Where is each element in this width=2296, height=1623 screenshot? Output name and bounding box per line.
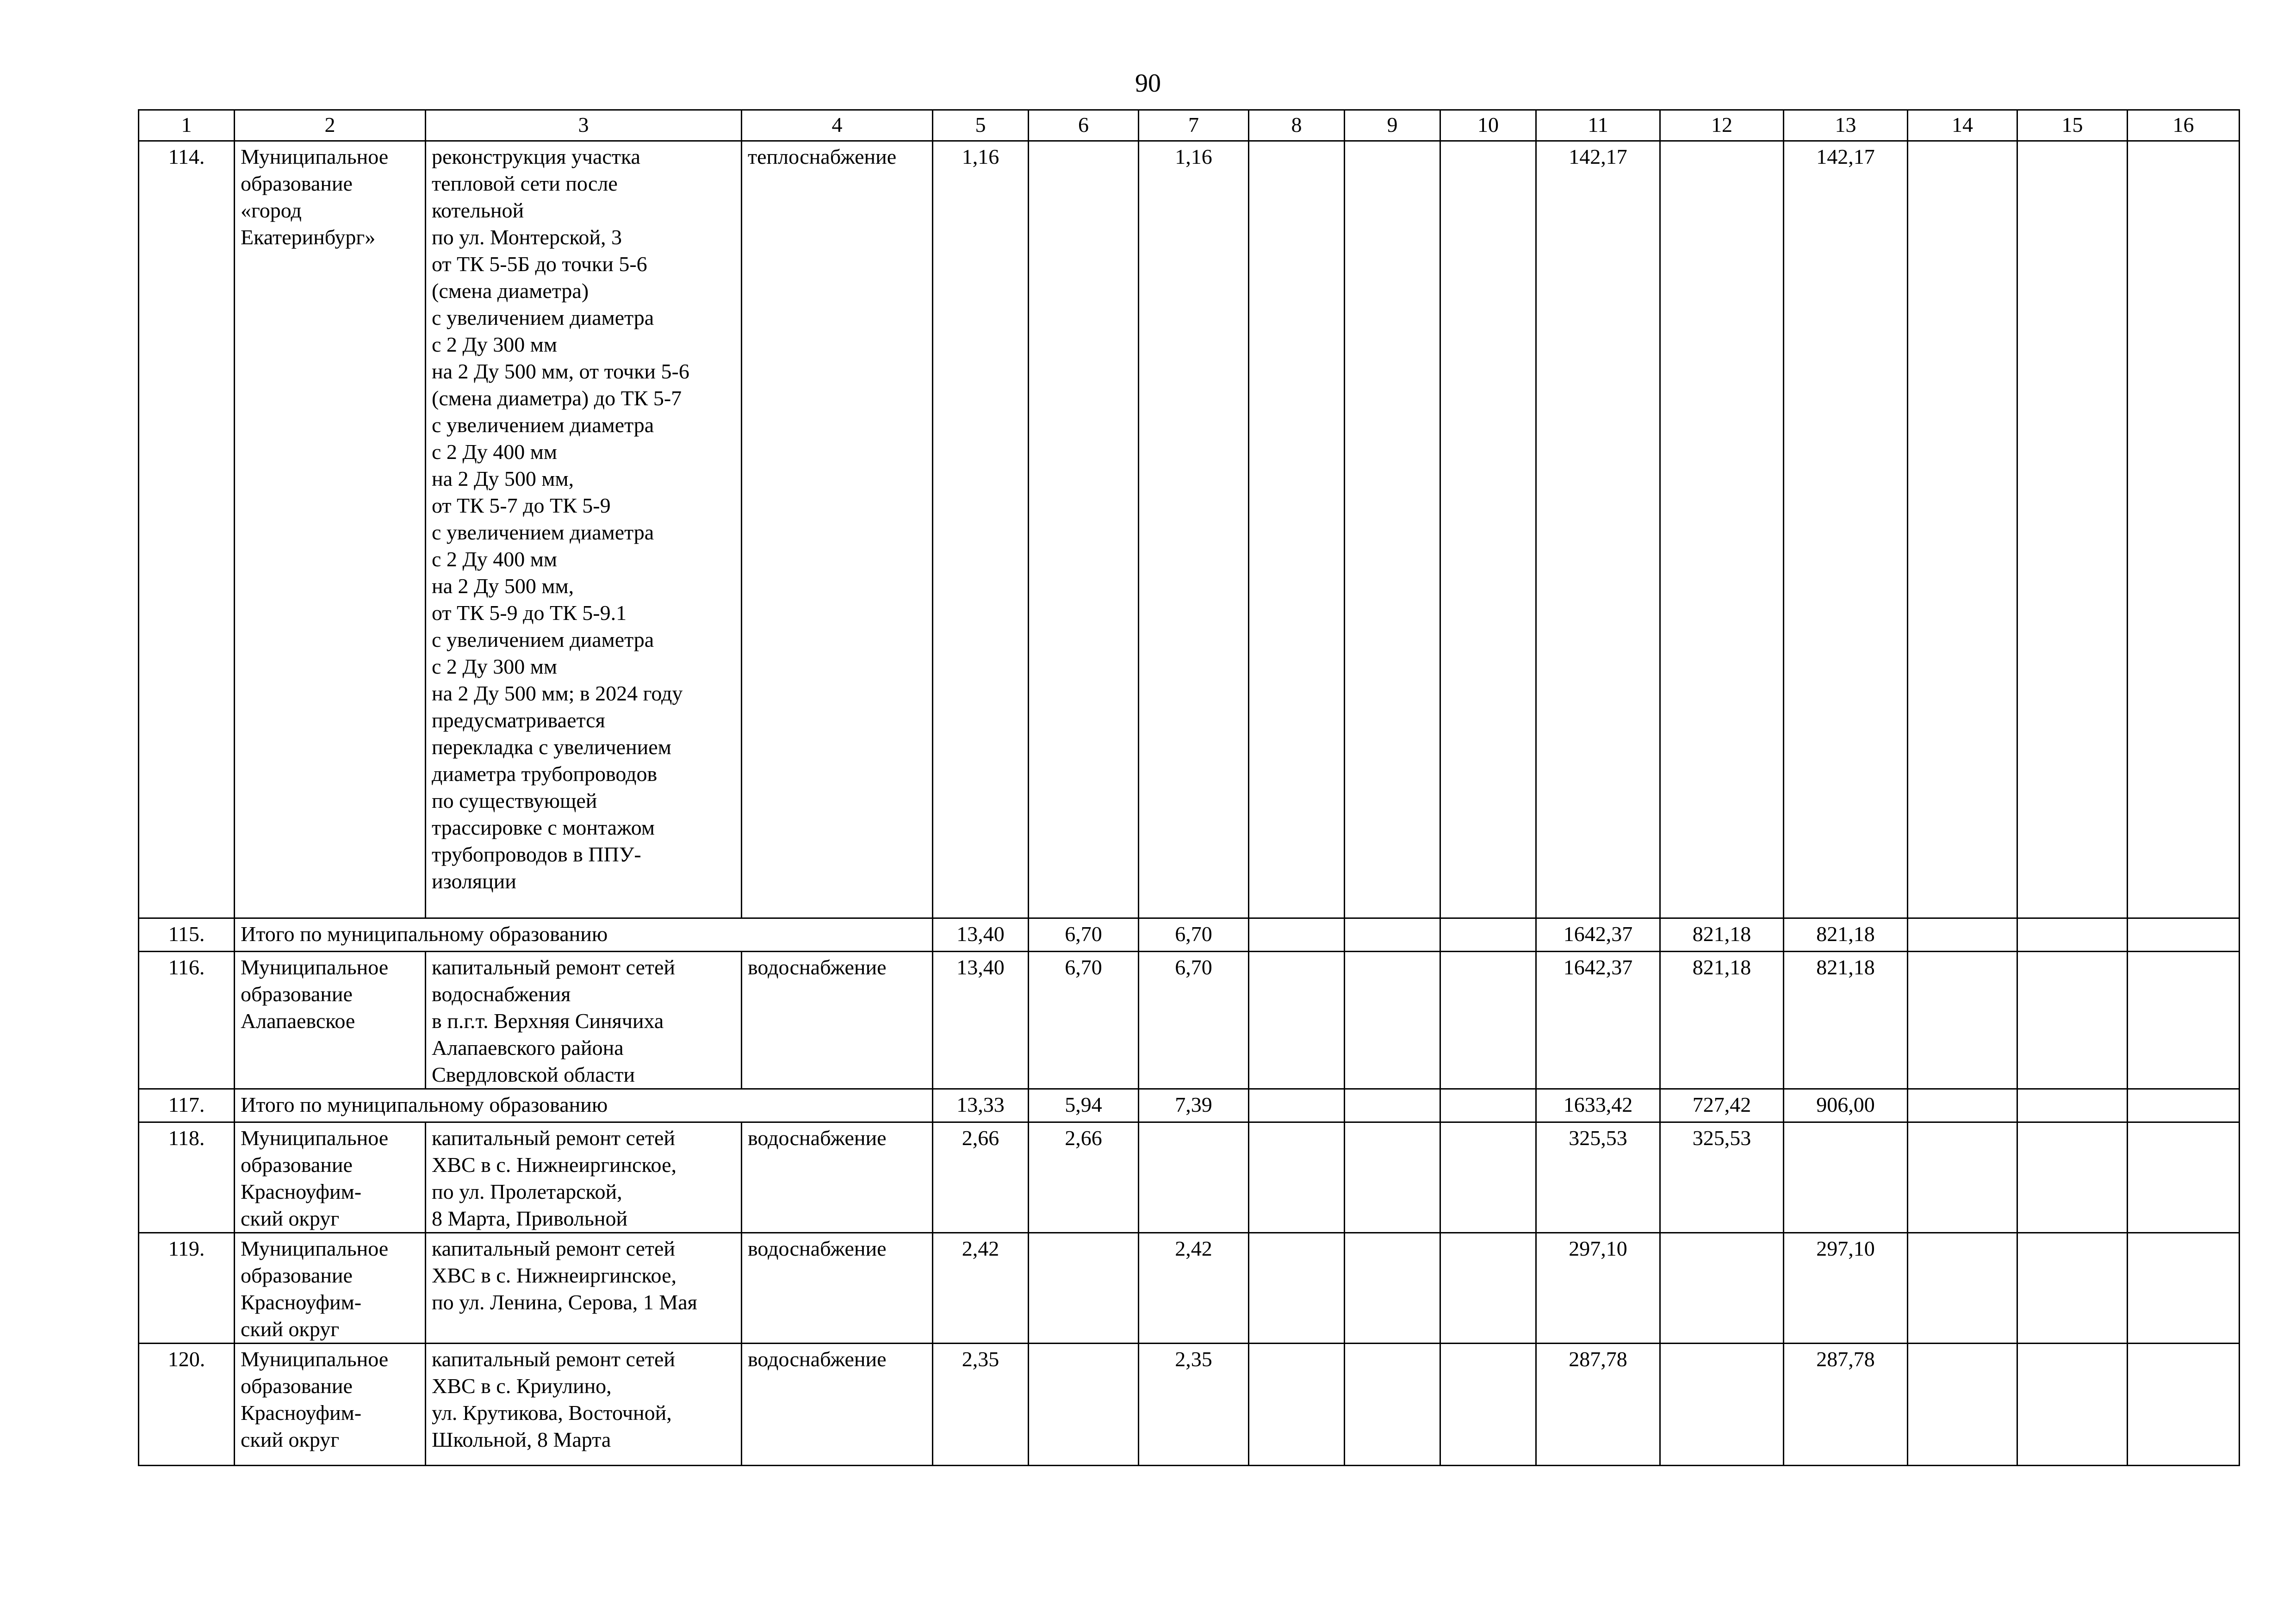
row-number: 118. <box>139 1122 235 1233</box>
value-cell <box>1345 141 1440 918</box>
value-cell: 821,18 <box>1784 952 1908 1089</box>
value-cell <box>1249 1089 1345 1122</box>
value-cell: 6,70 <box>1139 918 1249 952</box>
column-header: 14 <box>1908 110 2017 141</box>
value-cell: 5,94 <box>1029 1089 1139 1122</box>
value-cell <box>1249 141 1345 918</box>
value-cell: 6,70 <box>1029 952 1139 1089</box>
column-header: 8 <box>1249 110 1345 141</box>
value-cell <box>1908 1122 2017 1233</box>
value-cell: 7,39 <box>1139 1089 1249 1122</box>
table-row <box>139 1233 2240 1344</box>
value-cell <box>1249 1122 1345 1233</box>
value-cell: 2,35 <box>933 1344 1029 1466</box>
value-cell <box>1908 952 2017 1089</box>
column-header: 5 <box>933 110 1029 141</box>
value-cell: 727,42 <box>1660 1089 1784 1122</box>
value-cell <box>1440 1089 1536 1122</box>
value-cell: 2,66 <box>933 1122 1029 1233</box>
column-header: 9 <box>1345 110 1440 141</box>
column-header: 1 <box>139 110 235 141</box>
value-cell <box>2128 1344 2240 1466</box>
value-cell <box>1660 141 1784 918</box>
value-cell: 1,16 <box>1139 141 1249 918</box>
utility-type-cell: водоснабжение <box>742 1122 933 1233</box>
value-cell <box>1345 918 1440 952</box>
column-header: 10 <box>1440 110 1536 141</box>
row-number: 120. <box>139 1344 235 1466</box>
value-cell <box>1908 918 2017 952</box>
value-cell <box>2017 952 2128 1089</box>
table-row <box>139 141 2240 918</box>
value-cell <box>1345 1344 1440 1466</box>
table-row <box>139 952 2240 1089</box>
column-header: 4 <box>742 110 933 141</box>
value-cell <box>1440 141 1536 918</box>
column-header: 16 <box>2128 110 2240 141</box>
value-cell <box>1249 1233 1345 1344</box>
value-cell: 6,70 <box>1029 918 1139 952</box>
value-cell: 142,17 <box>1784 141 1908 918</box>
value-cell <box>2017 1344 2128 1466</box>
value-cell <box>1440 1344 1536 1466</box>
value-cell: 13,40 <box>933 952 1029 1089</box>
value-cell: 2,66 <box>1029 1122 1139 1233</box>
value-cell <box>1908 1233 2017 1344</box>
value-cell: 1,16 <box>933 141 1029 918</box>
value-cell <box>1345 1233 1440 1344</box>
row-number: 114. <box>139 141 235 918</box>
value-cell <box>2128 1089 2240 1122</box>
value-cell: 325,53 <box>1536 1122 1660 1233</box>
total-label: Итого по муниципальному образованию <box>235 1089 933 1122</box>
value-cell: 325,53 <box>1660 1122 1784 1233</box>
column-header: 12 <box>1660 110 1784 141</box>
row-number: 119. <box>139 1233 235 1344</box>
value-cell <box>1345 1089 1440 1122</box>
row-number: 115. <box>139 918 235 952</box>
value-cell <box>2128 918 2240 952</box>
value-cell <box>1249 918 1345 952</box>
value-cell <box>1440 1122 1536 1233</box>
value-cell <box>2017 918 2128 952</box>
value-cell <box>1249 952 1345 1089</box>
value-cell: 2,42 <box>933 1233 1029 1344</box>
value-cell: 6,70 <box>1139 952 1249 1089</box>
value-cell: 821,18 <box>1784 918 1908 952</box>
value-cell <box>1029 1233 1139 1344</box>
municipality-cell: Муниципальное образование «город Екатеринбург» <box>235 141 426 918</box>
value-cell <box>1908 141 2017 918</box>
column-header: 3 <box>426 110 742 141</box>
value-cell <box>2128 1233 2240 1344</box>
data-table <box>138 109 2240 1466</box>
column-header: 11 <box>1536 110 1660 141</box>
column-header: 13 <box>1784 110 1908 141</box>
column-header: 2 <box>235 110 426 141</box>
column-header: 7 <box>1139 110 1249 141</box>
value-cell: 1642,37 <box>1536 952 1660 1089</box>
value-cell <box>2128 1122 2240 1233</box>
municipality-cell: Муниципальное образование Красноуфим- ский округ <box>235 1344 426 1466</box>
municipality-cell: Муниципальное образование Алапаевское <box>235 952 426 1089</box>
column-number-row <box>139 110 2240 141</box>
value-cell <box>1345 1122 1440 1233</box>
description-cell: капитальный ремонт сетей ХВС в с. Нижнеиргинское, по ул. Ленина, Серова, 1 Мая <box>426 1233 742 1344</box>
page-number: 90 <box>1135 69 1161 98</box>
value-cell: 297,10 <box>1784 1233 1908 1344</box>
row-number: 117. <box>139 1089 235 1122</box>
value-cell: 821,18 <box>1660 952 1784 1089</box>
value-cell <box>1440 952 1536 1089</box>
table-row <box>139 1344 2240 1466</box>
value-cell <box>2017 141 2128 918</box>
utility-type-cell: водоснабжение <box>742 1233 933 1344</box>
value-cell <box>1345 952 1440 1089</box>
value-cell <box>1660 1233 1784 1344</box>
value-cell <box>1029 141 1139 918</box>
value-cell <box>1440 918 1536 952</box>
value-cell: 2,35 <box>1139 1344 1249 1466</box>
value-cell: 821,18 <box>1660 918 1784 952</box>
value-cell <box>2128 141 2240 918</box>
description-cell: капитальный ремонт сетей ХВС в с. Криулино, ул. Крутикова, Восточной, Школьной, 8 Марта <box>426 1344 742 1466</box>
value-cell: 1642,37 <box>1536 918 1660 952</box>
value-cell <box>1440 1233 1536 1344</box>
value-cell: 13,40 <box>933 918 1029 952</box>
value-cell <box>2017 1122 2128 1233</box>
value-cell <box>1029 1344 1139 1466</box>
utility-type-cell: теплоснабжение <box>742 141 933 918</box>
total-label: Итого по муниципальному образованию <box>235 918 933 952</box>
row-number: 116. <box>139 952 235 1089</box>
table-row-total <box>139 918 2240 952</box>
value-cell: 1633,42 <box>1536 1089 1660 1122</box>
utility-type-cell: водоснабжение <box>742 952 933 1089</box>
value-cell: 2,42 <box>1139 1233 1249 1344</box>
column-header: 6 <box>1029 110 1139 141</box>
description-cell: капитальный ремонт сетей ХВС в с. Нижнеиргинское, по ул. Пролетарской, 8 Марта, Привольной <box>426 1122 742 1233</box>
value-cell <box>2017 1089 2128 1122</box>
value-cell <box>1139 1122 1249 1233</box>
value-cell <box>1908 1089 2017 1122</box>
value-cell: 287,78 <box>1784 1344 1908 1466</box>
value-cell <box>2128 952 2240 1089</box>
value-cell: 13,33 <box>933 1089 1029 1122</box>
municipality-cell: Муниципальное образование Красноуфим- ский округ <box>235 1122 426 1233</box>
value-cell <box>1249 1344 1345 1466</box>
value-cell: 142,17 <box>1536 141 1660 918</box>
utility-type-cell: водоснабжение <box>742 1344 933 1466</box>
municipality-cell: Муниципальное образование Красноуфим- ский округ <box>235 1233 426 1344</box>
value-cell <box>1660 1344 1784 1466</box>
description-cell: реконструкция участка тепловой сети после котельной по ул. Монтерской, 3 от ТК 5-5Б до точки 5-6 (смена диаметра) с увеличением диаметра с 2 Ду 300 мм на 2 Ду 500 мм, от точки 5-6 (смена диаметра) до ТК 5-7 с увеличением диаметра с 2 Ду 400 мм на 2 Ду 500 мм, от ТК 5-7 до ТК 5-9 с увеличением диаметра с 2 Ду 400 мм на 2 Ду 500 мм, от ТК 5-9 до ТК 5-9.1 с увеличением диаметра с 2 Ду 300 мм на 2 Ду 500 мм; в 2024 году предусматривается перекладка с увеличением диаметра трубопроводов по существующей трассировке с монтажом трубопроводов в ППУ- изоляции <box>426 141 742 918</box>
table-row-total <box>139 1089 2240 1122</box>
value-cell <box>1908 1344 2017 1466</box>
value-cell: 906,00 <box>1784 1089 1908 1122</box>
description-cell: капитальный ремонт сетей водоснабжения в п.г.т. Верхняя Синячиха Алапаевского района Свердловской области <box>426 952 742 1089</box>
value-cell: 297,10 <box>1536 1233 1660 1344</box>
column-header: 15 <box>2017 110 2128 141</box>
value-cell: 287,78 <box>1536 1344 1660 1466</box>
value-cell <box>1784 1122 1908 1233</box>
table-row <box>139 1122 2240 1233</box>
value-cell <box>2017 1233 2128 1344</box>
